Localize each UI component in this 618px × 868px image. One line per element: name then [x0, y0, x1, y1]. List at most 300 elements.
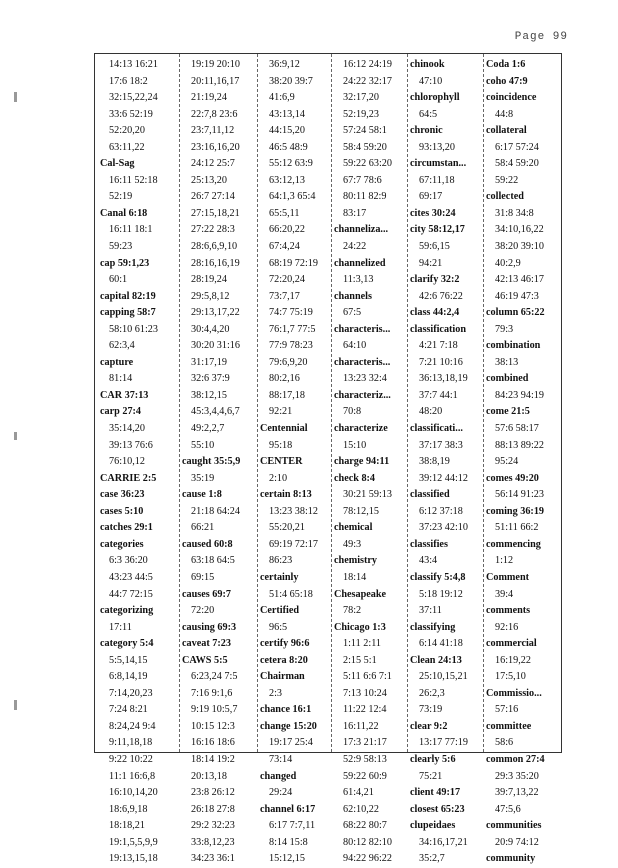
- index-reference: 45:3,4,4,6,7: [191, 406, 240, 418]
- index-reference: 72:20: [191, 605, 215, 617]
- index-reference: 35:14,20: [109, 423, 145, 435]
- index-reference: 55:10: [191, 439, 215, 451]
- index-reference: 44:7 72:15: [109, 588, 153, 600]
- index-term: channels: [334, 290, 372, 302]
- index-reference: 21:18 64:24: [191, 505, 240, 517]
- index-reference: 29:24: [269, 787, 293, 799]
- index-term: Certified: [260, 605, 300, 617]
- index-reference: 2:15 5:1: [343, 654, 377, 666]
- index-reference: 29:3 35:20: [495, 770, 539, 782]
- index-term: Chairman: [260, 671, 305, 683]
- index-reference: 16:11 52:18: [109, 174, 158, 186]
- index-term: categorizing: [100, 605, 154, 617]
- index-reference: 66:21: [191, 522, 215, 534]
- index-reference: 69:19 72:17: [269, 538, 318, 550]
- index-reference: 27:22 28:3: [191, 224, 235, 236]
- index-term: Chicago 1:3: [334, 621, 386, 633]
- index-reference: 38:12,15: [191, 389, 227, 401]
- index-reference: 65:5,11: [269, 207, 300, 219]
- index-reference: 88:17,18: [269, 389, 305, 401]
- index-term: Comment: [486, 571, 530, 583]
- index-reference: 13:23 32:4: [343, 373, 387, 385]
- index-reference: 14:13 16:21: [109, 59, 158, 70]
- index-term: cases 5:10: [100, 505, 144, 517]
- index-reference: 80:2,16: [269, 373, 300, 385]
- index-reference: 26:7 27:14: [191, 191, 235, 203]
- index-term: certainly: [260, 571, 299, 583]
- index-reference: 78:12,15: [343, 505, 379, 517]
- index-reference: 6:8,14,19: [109, 671, 148, 683]
- index-reference: 26:18 27:8: [191, 803, 235, 815]
- index-reference: 67:5: [343, 307, 362, 319]
- index-reference: 11:1 16:6,8: [109, 770, 156, 782]
- index-reference: 80:11 82:9: [343, 191, 387, 203]
- index-term: class 44:2,4: [410, 307, 460, 319]
- index-reference: 41:6,9: [269, 92, 295, 104]
- page-number: Page 99: [514, 31, 568, 43]
- index-reference: 16:12 24:19: [343, 59, 392, 70]
- index-term: Chesapeake: [334, 588, 387, 600]
- index-term: catches 29:1: [100, 522, 153, 534]
- index-reference: 28:6,6,9,10: [191, 241, 238, 253]
- index-reference: 76:10,12: [109, 456, 145, 468]
- index-reference: 86:23: [269, 555, 293, 567]
- index-reference: 17:11: [109, 621, 132, 633]
- column-divider: [257, 54, 258, 752]
- index-term: column 65:22: [486, 307, 545, 319]
- index-reference: 18:14: [343, 571, 367, 583]
- index-reference: 8:24,24 9:4: [109, 720, 156, 732]
- index-reference: 30:20 31:16: [191, 340, 240, 352]
- index-term: cap 59:1,23: [100, 257, 150, 269]
- index-reference: 23:16,16,20: [191, 141, 240, 153]
- index-reference: 16:10,14,20: [109, 787, 158, 799]
- index-reference: 24:12 25:7: [191, 158, 235, 170]
- index-reference: 7:24 8:21: [109, 704, 148, 716]
- index-reference: 39:4: [495, 588, 514, 600]
- index-reference: 36:9,12: [269, 59, 300, 70]
- index-reference: 8:14 15:8: [269, 836, 308, 848]
- index-term: Canal 6:18: [100, 207, 148, 219]
- index-reference: 5:18 19:12: [419, 588, 463, 600]
- index-term: classificati...: [410, 423, 463, 435]
- index-reference: 18:14 19:2: [191, 753, 235, 765]
- index-reference: 28:16,16,19: [191, 257, 240, 269]
- index-reference: 84:23 94:19: [495, 389, 544, 401]
- index-reference: 44:15,20: [269, 125, 305, 137]
- index-reference: 58:4 59:20: [343, 141, 387, 153]
- index-reference: 88:13 89:22: [495, 439, 544, 451]
- index-reference: 6:17 7:7,11: [269, 820, 316, 832]
- index-reference: 6:23,24 7:5: [191, 671, 238, 683]
- index-reference: 35:2,7: [419, 853, 445, 865]
- index-frame: [94, 53, 562, 865]
- index-reference: 13:23 38:12: [269, 505, 318, 517]
- index-reference: 35:19: [191, 472, 215, 484]
- index-reference: 52:19,23: [343, 108, 379, 120]
- index-reference: 43:4: [419, 555, 438, 567]
- index-reference: 19:17 25:4: [269, 737, 313, 749]
- index-reference: 39:7,13,22: [495, 787, 539, 799]
- index-reference: 43:23 44:5: [109, 571, 153, 583]
- index-reference: 32:17,20: [343, 92, 379, 104]
- index-term: Clean 24:13: [410, 654, 462, 666]
- index-term: clupeidaes: [410, 820, 456, 832]
- index-reference: 17:3 21:17: [343, 737, 387, 749]
- index-term: Coda 1:6: [486, 59, 526, 70]
- margin-mark-top: [14, 92, 17, 102]
- index-reference: 38:13: [495, 356, 519, 368]
- index-reference: 39:13 76:6: [109, 439, 153, 451]
- index-reference: 59:22 60:9: [343, 770, 387, 782]
- index-reference: 4:21 7:18: [419, 340, 458, 352]
- index-term: comments: [486, 605, 531, 617]
- index-term: commercial: [486, 638, 537, 650]
- index-reference: 19:1,5,5,9,9: [109, 836, 158, 848]
- index-reference: 64:10: [343, 340, 367, 352]
- index-reference: 30:4,4,20: [191, 323, 230, 335]
- index-reference: 55:20,21: [269, 522, 305, 534]
- index-reference: 15:12,15: [269, 853, 305, 865]
- index-term: capping 58:7: [100, 307, 156, 319]
- index-reference: 38:20 39:7: [269, 75, 313, 87]
- index-reference: 57:16: [495, 704, 519, 716]
- index-reference: 34:10,16,22: [495, 224, 544, 236]
- index-term: characteris...: [334, 323, 391, 335]
- index-term: coho 47:9: [486, 75, 528, 87]
- column-divider: [331, 54, 332, 752]
- index-term: comes 49:20: [486, 472, 539, 484]
- index-reference: 63:18 64:5: [191, 555, 235, 567]
- index-term: charge 94:11: [334, 456, 390, 468]
- index-reference: 68:19 72:19: [269, 257, 318, 269]
- index-reference: 95:18: [269, 439, 293, 451]
- index-term: classification: [410, 323, 467, 335]
- index-reference: 67:7 78:6: [343, 174, 382, 186]
- index-reference: 58:10 61:23: [109, 323, 158, 335]
- index-reference: 49:3: [343, 538, 362, 550]
- column-divider: [483, 54, 484, 752]
- index-reference: 55:12 63:9: [269, 158, 313, 170]
- column-divider: [407, 54, 408, 752]
- index-term: Commissio...: [486, 687, 542, 699]
- index-reference: 2:10: [269, 472, 288, 484]
- index-term: collected: [486, 191, 524, 203]
- index-reference: 79:3: [495, 323, 514, 335]
- index-reference: 13:17 77:19: [419, 737, 468, 749]
- index-column-5: [410, 57, 468, 868]
- index-term: cause 1:8: [182, 489, 222, 501]
- index-reference: 95:24: [495, 456, 519, 468]
- index-reference: 16:19,22: [495, 654, 531, 666]
- index-reference: 20:13,18: [191, 770, 227, 782]
- index-reference: 46:19 47:3: [495, 290, 539, 302]
- index-reference: 63:11,22: [109, 141, 145, 153]
- index-reference: 52:19: [109, 191, 133, 203]
- index-term: chemistry: [334, 555, 377, 567]
- index-term: changed: [260, 770, 297, 782]
- index-reference: 10:15 12:3: [191, 720, 235, 732]
- index-term: CAR 37:13: [100, 389, 149, 401]
- index-term: capital 82:19: [100, 290, 156, 302]
- index-term: classifying: [410, 621, 456, 633]
- index-reference: 9:19 10:5,7: [191, 704, 238, 716]
- index-reference: 30:21 59:13: [343, 489, 392, 501]
- index-term: certify 96:6: [260, 638, 310, 650]
- index-reference: 11:22 12:4: [343, 704, 387, 716]
- index-reference: 6:14 41:18: [419, 638, 463, 650]
- index-reference: 20:11,16,17: [191, 75, 240, 87]
- index-reference: 21:19,24: [191, 92, 227, 104]
- index-reference: 19:19 20:10: [191, 59, 240, 70]
- index-term: characteriz...: [334, 389, 391, 401]
- index-term: committee: [486, 720, 532, 732]
- index-term: Cal-Sag: [100, 158, 135, 170]
- index-term: categories: [100, 538, 144, 550]
- index-reference: 76:1,7 77:5: [269, 323, 316, 335]
- index-reference: 51:4 65:18: [269, 588, 313, 600]
- index-term: closest 65:23: [410, 803, 465, 815]
- index-term: collateral: [486, 125, 527, 137]
- index-reference: 6:12 37:18: [419, 505, 463, 517]
- index-reference: 34:23 36:1: [191, 853, 235, 865]
- index-term: coincidence: [486, 92, 537, 104]
- index-reference: 2:3: [269, 687, 283, 699]
- index-reference: 23:7,11,12: [191, 125, 235, 137]
- index-reference: 32:6 37:9: [191, 373, 230, 385]
- index-reference: 52:9 58:13: [343, 753, 387, 765]
- index-reference: 92:16: [495, 621, 519, 633]
- index-reference: 7:21 10:16: [419, 356, 463, 368]
- index-reference: 70:8: [343, 406, 362, 418]
- index-term: clear 9:2: [410, 720, 448, 732]
- index-reference: 59:23: [109, 241, 133, 253]
- index-reference: 47:10: [419, 75, 443, 87]
- index-reference: 6:17 57:24: [495, 141, 539, 153]
- index-reference: 62:3,4: [109, 340, 135, 352]
- index-term: cetera 8:20: [260, 654, 308, 666]
- margin-mark-bottom: [14, 700, 17, 710]
- index-term: Centennial: [260, 423, 308, 435]
- index-reference: 7:13 10:24: [343, 687, 387, 699]
- index-reference: 42:6 76:22: [419, 290, 463, 302]
- index-term: communities: [486, 820, 542, 832]
- index-reference: 46:5 48:9: [269, 141, 308, 153]
- index-term: caveat 7:23: [182, 638, 231, 650]
- index-reference: 38:8,19: [419, 456, 450, 468]
- index-reference: 93:13,20: [419, 141, 455, 153]
- index-reference: 25:10,15,21: [419, 671, 468, 683]
- index-reference: 1:12: [495, 555, 514, 567]
- index-column-6: [486, 57, 545, 868]
- index-reference: 24:22: [343, 241, 367, 253]
- index-reference: 36:13,18,19: [419, 373, 468, 385]
- index-reference: 37:17 38:3: [419, 439, 463, 451]
- index-reference: 37:7 44:1: [419, 389, 458, 401]
- index-reference: 62:10,22: [343, 803, 379, 815]
- index-term: causing 69:3: [182, 621, 237, 633]
- index-reference: 58:4 59:20: [495, 158, 539, 170]
- index-reference: 29:5,8,12: [191, 290, 230, 302]
- index-term: community: [486, 853, 536, 865]
- index-reference: 61:4,21: [343, 787, 374, 799]
- index-reference: 75:21: [419, 770, 443, 782]
- index-reference: 17:5,10: [495, 671, 526, 683]
- index-term: client 49:17: [410, 787, 461, 799]
- index-term: characterize: [334, 423, 388, 435]
- index-reference: 26:2,3: [419, 687, 445, 699]
- index-reference: 69:17: [419, 191, 443, 203]
- index-term: case 36:23: [100, 489, 145, 501]
- index-reference: 25:13,20: [191, 174, 227, 186]
- index-term: classifies: [410, 538, 448, 550]
- index-reference: 29:2 32:23: [191, 820, 235, 832]
- index-reference: 74:7 75:19: [269, 307, 313, 319]
- index-reference: 60:1: [109, 274, 128, 286]
- index-reference: 5:5,14,15: [109, 654, 148, 666]
- index-reference: 72:20,24: [269, 274, 305, 286]
- index-reference: 16:11 18:1: [109, 224, 153, 236]
- index-reference: 78:2: [343, 605, 362, 617]
- index-reference: 38:20 39:10: [495, 241, 544, 253]
- index-reference: 92:21: [269, 406, 293, 418]
- index-term: city 58:12,17: [410, 224, 465, 236]
- index-term: clearly 5:6: [410, 753, 456, 765]
- index-reference: 7:16 9:1,6: [191, 687, 233, 699]
- index-reference: 73:14: [269, 753, 293, 765]
- index-reference: 94:21: [419, 257, 443, 269]
- index-column-4: [334, 57, 392, 868]
- index-reference: 57:24 58:1: [343, 125, 387, 137]
- index-term: chemical: [334, 522, 373, 534]
- index-term: causes 69:7: [182, 588, 231, 600]
- index-reference: 94:22 96:22: [343, 853, 392, 865]
- index-reference: 67:4,24: [269, 241, 300, 253]
- index-term: channel 6:17: [260, 803, 316, 815]
- index-reference: 28:19,24: [191, 274, 227, 286]
- index-reference: 29:13,17,22: [191, 307, 240, 319]
- index-reference: 66:20,22: [269, 224, 305, 236]
- index-reference: 18:6,9,18: [109, 803, 148, 815]
- index-term: caught 35:5,9: [182, 456, 241, 468]
- index-reference: 6:3 36:20: [109, 555, 148, 567]
- index-term: combined: [486, 373, 529, 385]
- index-reference: 51:11 66:2: [495, 522, 539, 534]
- index-reference: 18:18,21: [109, 820, 145, 832]
- index-reference: 43:13,14: [269, 108, 305, 120]
- index-reference: 79:6,9,20: [269, 356, 308, 368]
- index-reference: 39:12 44:12: [419, 472, 468, 484]
- index-reference: 9:22 10:22: [109, 753, 153, 765]
- index-reference: 48:20: [419, 406, 443, 418]
- index-term: carp 27:4: [100, 406, 142, 418]
- index-reference: 59:22: [495, 174, 519, 186]
- index-reference: 73:7,17: [269, 290, 300, 302]
- index-reference: 27:15,18,21: [191, 207, 240, 219]
- index-reference: 52:20,20: [109, 125, 145, 137]
- index-reference: 96:5: [269, 621, 288, 633]
- index-reference: 64:1,3 65:4: [269, 191, 316, 203]
- index-reference: 11:3,13: [343, 274, 374, 286]
- index-reference: 24:22 32:17: [343, 75, 392, 87]
- index-reference: 31:17,19: [191, 356, 227, 368]
- index-term: channeliza...: [334, 224, 389, 236]
- index-term: classify 5:4,8: [410, 571, 466, 583]
- index-term: cites 30:24: [410, 207, 456, 219]
- index-term: caused 60:8: [182, 538, 233, 550]
- index-reference: 32:15,22,24: [109, 92, 158, 104]
- index-reference: 5:11 6:6 7:1: [343, 671, 392, 683]
- index-reference: 9:11,18,18: [109, 737, 153, 749]
- index-reference: 31:8 34:8: [495, 207, 534, 219]
- index-reference: 22:7,8 23:6: [191, 108, 238, 120]
- margin-mark-middle: [14, 432, 17, 440]
- index-reference: 59:22 63:20: [343, 158, 392, 170]
- index-term: clarify 32:2: [410, 274, 460, 286]
- index-reference: 7:14,20,23: [109, 687, 153, 699]
- index-reference: 33:8,12,23: [191, 836, 235, 848]
- index-reference: 17:6 18:2: [109, 75, 148, 87]
- index-reference: 59:6,15: [419, 241, 450, 253]
- index-term: change 15:20: [260, 720, 317, 732]
- index-term: circumstan...: [410, 158, 467, 170]
- index-reference: 58:6: [495, 737, 514, 749]
- index-term: common 27:4: [486, 753, 545, 765]
- index-term: chance 16:1: [260, 704, 312, 716]
- index-term: combination: [486, 340, 541, 352]
- index-reference: 67:11,18: [419, 174, 455, 186]
- index-reference: 47:5,6: [495, 803, 521, 815]
- index-reference: 68:22 80:7: [343, 820, 387, 832]
- index-term: CAWS 5:5: [182, 654, 228, 666]
- index-reference: 20:9 74:12: [495, 836, 539, 848]
- index-reference: 56:14 91:23: [495, 489, 544, 501]
- index-term: characteris...: [334, 356, 391, 368]
- index-reference: 19:13,15,18: [109, 853, 158, 865]
- index-column-3: [260, 57, 318, 868]
- index-column-2: [182, 57, 240, 868]
- index-reference: 42:13 46:17: [495, 274, 544, 286]
- index-term: category 5:4: [100, 638, 154, 650]
- index-term: chronic: [410, 125, 443, 137]
- index-term: CARRIE 2:5: [100, 472, 157, 484]
- index-reference: 16:11,22: [343, 720, 379, 732]
- index-term: chinook: [410, 59, 445, 70]
- index-reference: 44:8: [495, 108, 514, 120]
- column-divider: [179, 54, 180, 752]
- index-term: channelized: [334, 257, 386, 269]
- index-reference: 34:16,17,21: [419, 836, 468, 848]
- index-reference: 15:10: [343, 439, 367, 451]
- index-reference: 33:6 52:19: [109, 108, 153, 120]
- index-term: certain 8:13: [260, 489, 312, 501]
- index-reference: 37:11: [419, 605, 442, 617]
- index-reference: 63:12,13: [269, 174, 305, 186]
- index-reference: 83:17: [343, 207, 367, 219]
- index-term: CENTER: [260, 456, 303, 468]
- index-reference: 81:14: [109, 373, 133, 385]
- index-term: capture: [100, 356, 134, 368]
- index-reference: 69:15: [191, 571, 215, 583]
- index-term: check 8:4: [334, 472, 376, 484]
- index-reference: 23:8 26:12: [191, 787, 235, 799]
- index-reference: 57:6 58:17: [495, 423, 539, 435]
- index-reference: 77:9 78:23: [269, 340, 313, 352]
- index-reference: 49:2,2,7: [191, 423, 225, 435]
- index-term: coming 36:19: [486, 505, 545, 517]
- index-term: classified: [410, 489, 450, 501]
- index-reference: 80:12 82:10: [343, 836, 392, 848]
